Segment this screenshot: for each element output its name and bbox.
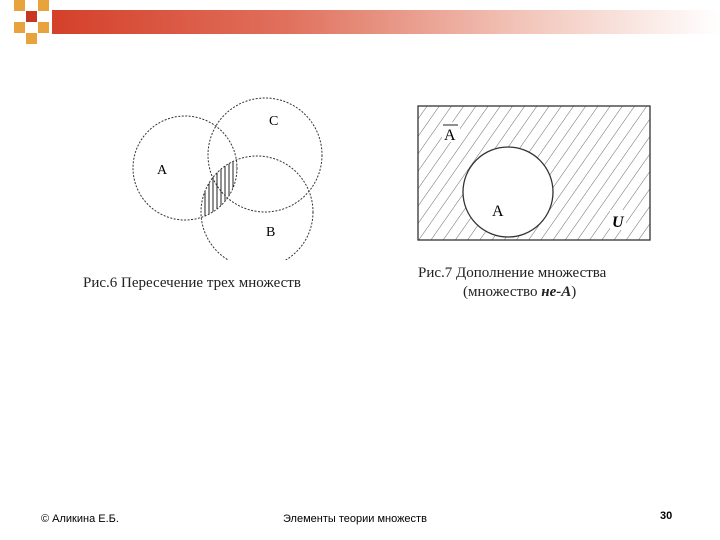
figure7-caption-line2 — [463, 284, 576, 301]
page-number: 30 — [660, 510, 673, 522]
label-universe: U — [612, 214, 624, 231]
intersection-hatch — [205, 98, 322, 225]
caption-emphasis: не-А — [541, 284, 572, 300]
header-gradient-bar — [52, 10, 720, 34]
decor-square — [38, 22, 49, 33]
figure6-caption: Рис.6 Пересечение трех множеств — [83, 275, 301, 291]
venn-three-sets — [125, 95, 330, 260]
decor-square — [26, 11, 37, 22]
label-a: A — [157, 163, 168, 178]
figure7-caption-line1: Рис.7 Дополнение множества — [418, 265, 607, 281]
decor-square — [14, 0, 25, 11]
label-not-a: A — [444, 127, 456, 144]
label-a-inner: A — [492, 203, 504, 220]
label-c: C — [269, 114, 279, 129]
footer-author: © Аликина Е.Б. — [41, 513, 119, 525]
label-b: B — [266, 225, 276, 240]
caption-prefix: (множество — [463, 284, 542, 300]
footer-title: Элементы теории множеств — [283, 513, 427, 525]
caption-suffix: ) — [571, 284, 577, 300]
set-a-circle — [463, 147, 553, 237]
decor-square — [14, 22, 25, 33]
decor-square — [38, 0, 49, 11]
complement-diagram — [416, 104, 652, 242]
header-decoration — [0, 0, 720, 45]
decor-square — [26, 33, 37, 44]
